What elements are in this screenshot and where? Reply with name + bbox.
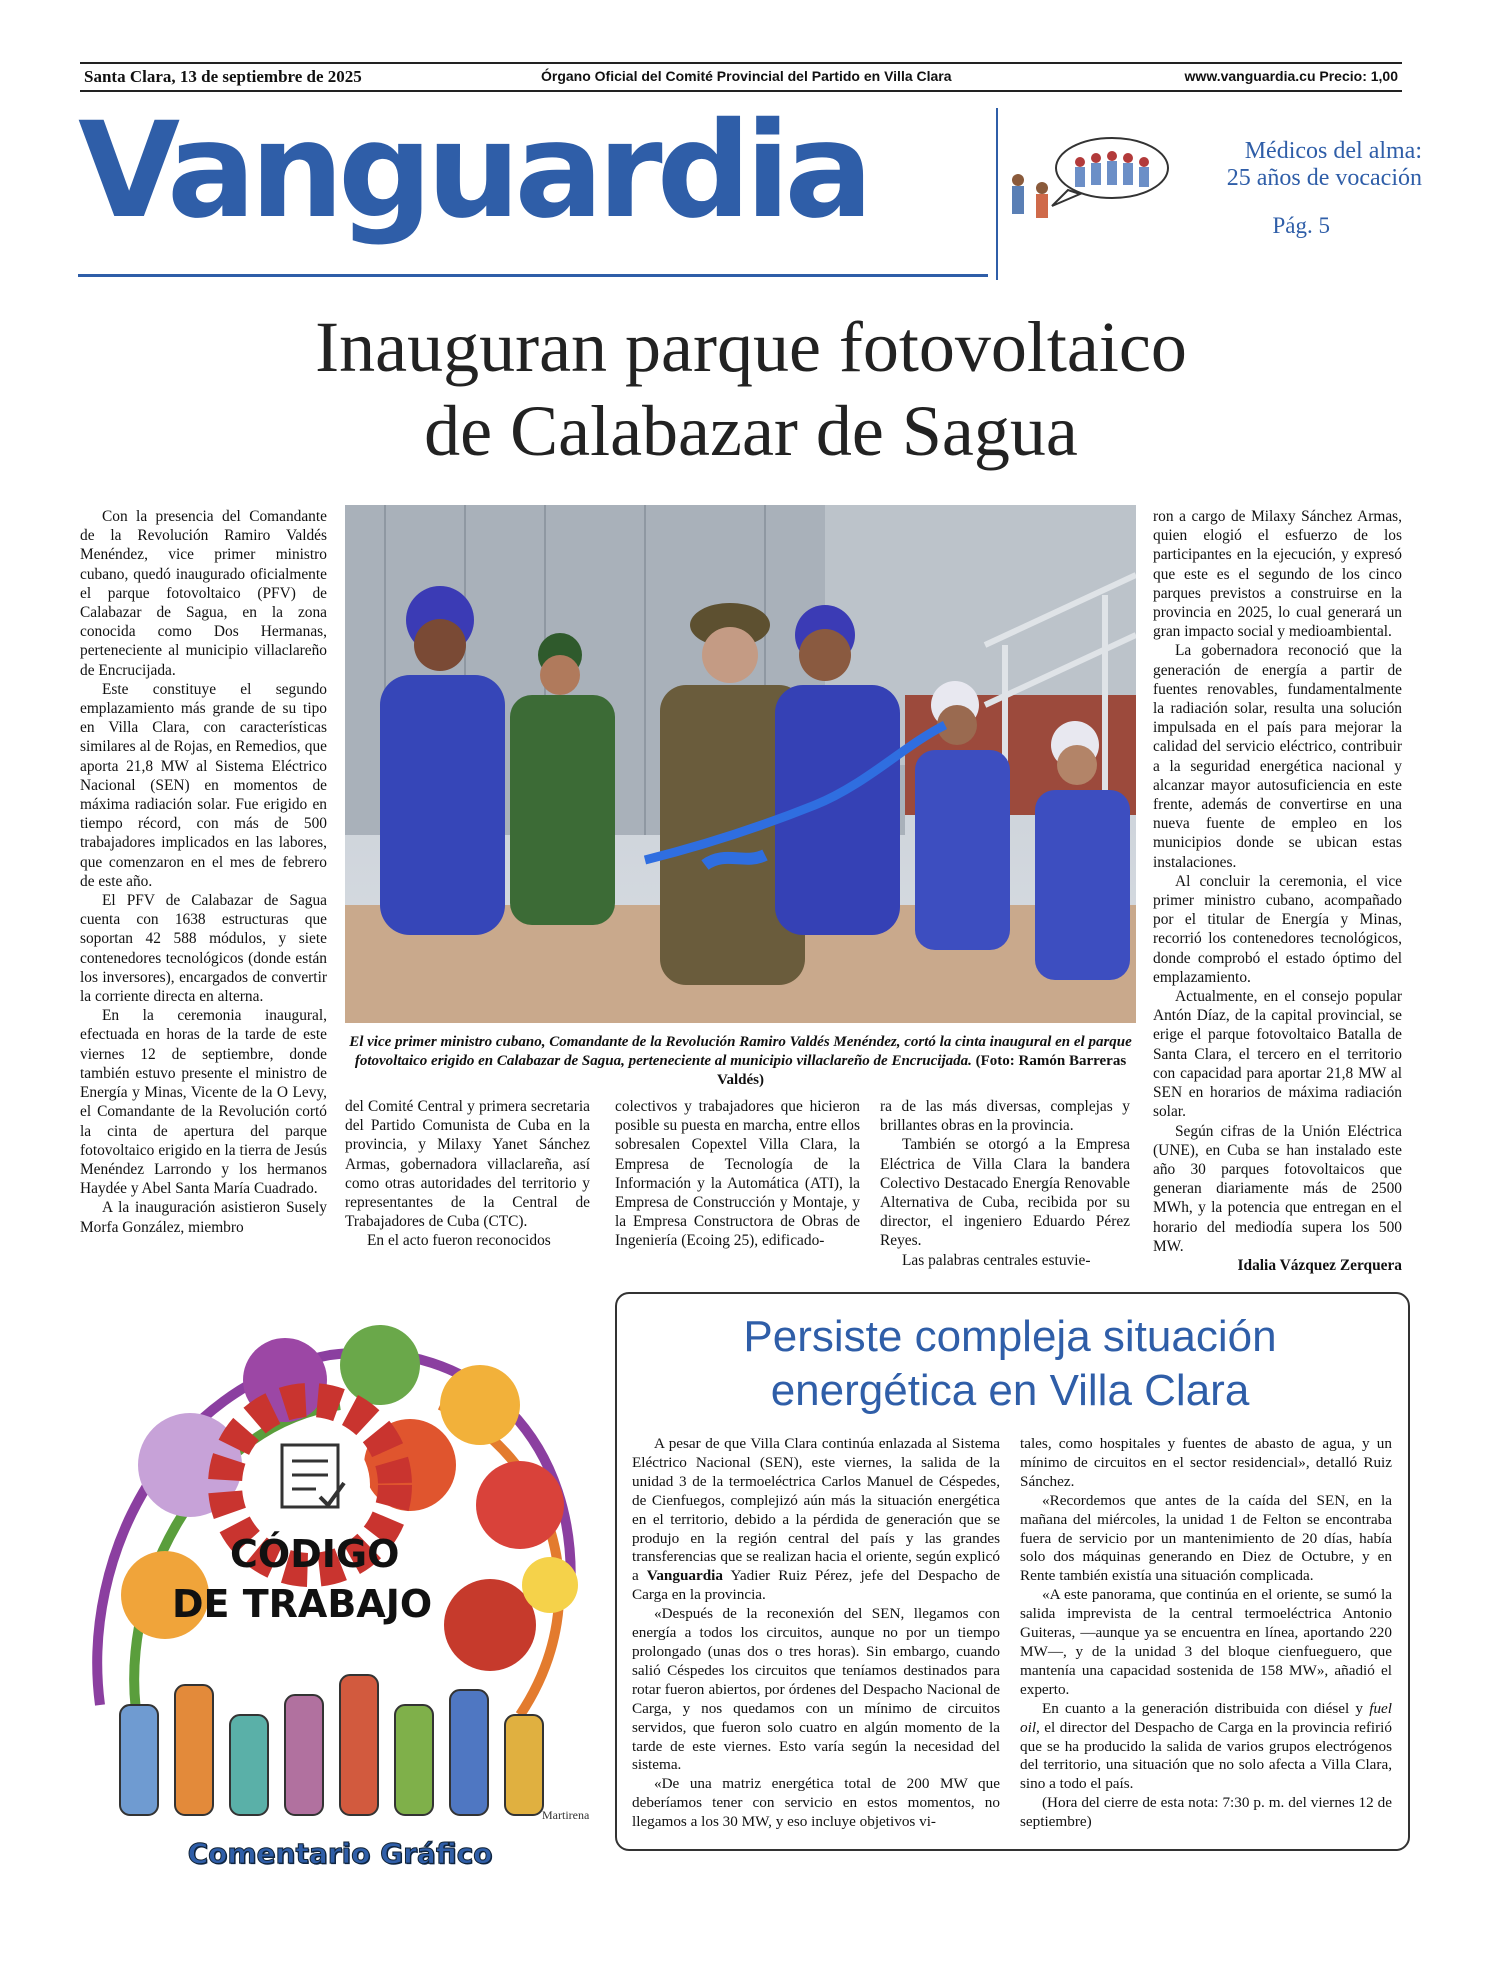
paragraph: En la ceremonia inaugural, efectuada en horas de la tarde de este viernes 12 de septiembre, donde también estuvo presente el ministro de Energía y Minas, Vicente de la O Levy, el Comandante de la Revolución cortó la cinta de apertura del parque fotovoltaico erigido en la tierra de Jesús Menéndez Larrondo y los hermanos Haydée y Abel Santa María Cuadrado. — [80, 1007, 327, 1198]
article1-column-4 — [880, 1097, 1130, 1270]
photo-caption — [345, 1033, 1136, 1090]
paragraph: La gobernadora reconoció que la generación de energía a partir de fuentes renovables, fundamentalmente la radiación solar, resulta una solución impulsada en el país para mejorar la calidad del servicio eléctrico, contribuir a la seguridad energética nacional y alcanzar mayor autosuficiencia en este frente, además de convertirse en una nueva fuente de empleo en los municipios donde se ubican estas instalaciones. — [1153, 642, 1402, 871]
paragraph: ron a cargo de Milaxy Sánchez Armas, quien elogió el esfuerzo de los participantes en la ejecución, y expresó que este es el segundo de los cinco parques previstos a construirse en la provincia en 2025, lo cual generará un gran impacto social y medioambiental. — [1153, 508, 1402, 641]
text-run: A pesar de que Villa Clara continúa enlazada al Sistema Eléctrico Nacional (SEN), este viernes, la salida de la unidad 3 de la termoeléctrica Carlos Manuel de Céspedes, de Cienfuegos, complejizó aún más la situación energética en el territorio, debido a la pérdida de generación que se produjo en la región central del país y las grandes transferencias que se realizan hacia el oriente, según explicó a — [632, 1435, 1000, 1585]
paragraph: Este constituye el segundo emplazamiento más grande de su tipo en Villa Clara, con características similares al de Rojas, en Remedios, que aporta 21,8 MW al Sistema Eléctrico Nacional (SEN) en momentos de máxima radiación solar. Fue erigido en tiempo récord, con más de 500 trabajadores implicados en las labores, que comenzaron en el mes de febrero de este año. — [80, 680, 327, 890]
codigo-de-trabajo-cartoon[interactable] — [80, 1295, 592, 1825]
cartoonist-signature: Martirena — [542, 1808, 590, 1822]
article1-column-2 — [345, 1097, 590, 1251]
article2-headline-line1: Persiste compleja situación — [743, 1312, 1277, 1361]
text-run: , el director del Despacho de Carga en la provincia refirió que se ha producido la salida de varios grupos electrógenos del territorio, una situación que no solo afecta a Villa Clara, sino a todo el país. — [1020, 1718, 1392, 1793]
text-run-italic: fuel oil — [1020, 1699, 1392, 1736]
paragraph: En el acto fueron reconocidos — [367, 1232, 551, 1250]
article1-column-1 — [80, 507, 327, 1237]
paragraph: Las palabras centrales estuvie- — [902, 1251, 1091, 1269]
promo-title[interactable] — [1160, 138, 1422, 192]
photo-caption-text: El vice primer ministro cubano, Comandante de la Revolución Ramiro Valdés Menéndez, cortó la cinta inaugural en el parque fotovoltaico erigido en Calabazar de Sagua, perteneciente al municipio villaclareño de Encrucijada. — [349, 1034, 1132, 1069]
paragraph: tales, como hospitales y fuentes de abasto de agua, y un mínimo de circuitos en el sector residencial», detalló Ruiz Sánchez. — [1020, 1435, 1392, 1490]
poster-text-line1: CÓDIGO — [230, 1532, 400, 1576]
newspaper-name: Vanguardia — [646, 1567, 723, 1585]
article1-byline: Idalia Vázquez Zerquera — [1237, 1256, 1402, 1274]
paragraph: El PFV de Calabazar de Sagua cuenta con 1638 estructuras que soportan 42 588 módulos, y siete contenedores tecnológicos (donde están los inversores), encargados de convertir la corriente directa en alterna. — [80, 892, 327, 1006]
paragraph: «Recordemos que antes de la caída del SEN, en la mañana del miércoles, la unidad 1 de Felton se encontraba fuera de servicio por un mantenimiento de 20 días, había solo dos máquinas generando en Diez de Octubre, y en Rente también existía una situación complicada. — [1020, 1491, 1392, 1585]
top-info-bar — [80, 62, 1402, 92]
article2-headline-line2: energética en Villa Clara — [770, 1366, 1250, 1415]
paragraph: Según cifras de la Unión Eléctrica (UNE), en Cuba se han instalado este año 30 parques fotovoltaicos que generan diariamente más de 2500 MWh, y la potencia que entregan en el horario del mediodía supera los 500 MW. — [1153, 1122, 1402, 1255]
comentario-grafico-label: Comentario Gráfico — [187, 1837, 493, 1870]
paragraph: (Hora del cierre de esta nota: 7:30 p. m. del viernes 12 de septiembre) — [1020, 1794, 1392, 1831]
main-headline-line2: de Calabazar de Sagua — [424, 391, 1078, 471]
paragraph: colectivos y trabajadores que hicieron posible su puesta en marcha, entre ellos sobresalen Copextel Villa Clara, la Empresa de Tecnología de la Información y la Automática (ATI), la Empresa de Construcción y Montaje, y la Empresa Constructora de Obras de Ingeniería (Ecoing 25), edificado- — [615, 1098, 860, 1250]
promo-title-line1: Médicos del alma: — [1244, 138, 1422, 164]
main-headline-line1: Inauguran parque fotovoltaico — [315, 307, 1187, 387]
promo-doctors-illustration[interactable] — [1000, 128, 1170, 228]
poster-text-line2: DE TRABAJO — [172, 1582, 433, 1626]
masthead-divider — [996, 108, 998, 280]
paragraph — [1020, 1700, 1392, 1795]
paragraph: del Comité Central y primera secretaria del Partido Comunista de Cuba en la provincia, y Milaxy Yanet Sánchez Armas, gobernadora villaclareña, así como otras autoridades del territorio y representantes de la Central de Trabajadores de Cuba (CTC). — [345, 1098, 590, 1231]
masthead-logo[interactable]: Vanguardia — [78, 94, 868, 248]
website-price[interactable]: www.vanguardia.cu Precio: 1,00 — [1184, 68, 1398, 84]
promo-page-ref[interactable]: Pág. 5 — [1272, 213, 1330, 238]
paragraph: También se otorgó a la Empresa Eléctrica de Villa Clara la bandera Colectivo Destacado Energía Renovable Alternativa de Cuba, recibida por su director, el ingeniero Eduardo Pérez Reyes. — [880, 1136, 1130, 1250]
paragraph: «A este panorama, que continúa en el oriente, se sumó la salida imprevista de la central termoeléctrica Antonio Guiteras, —aunque ya se encuentra en línea, aportando 220 MW—, y de la unidad 3 del bloque cienfueguero, que mantenía una capacidad sostenida de 158 MW», añadió el experto. — [1020, 1586, 1392, 1698]
paragraph — [632, 1435, 1000, 1605]
main-headline[interactable] — [120, 305, 1382, 473]
issue-date: Santa Clara, 13 de septiembre de 2025 — [84, 67, 362, 86]
article1-column-5 — [1153, 507, 1402, 1275]
paragraph: ra de las más diversas, complejas y brillantes obras en la provincia. — [880, 1098, 1130, 1135]
text-run: Yadier Ruiz Pérez, jefe del Despacho de Carga en la provincia. — [632, 1567, 1000, 1604]
promo-title-line2: 25 años de vocación — [1226, 165, 1422, 191]
article2-headline[interactable] — [630, 1310, 1390, 1418]
photo-credit: (Foto: Ramón Barreras Valdés) — [717, 1053, 1127, 1088]
ceremony-photo[interactable] — [345, 505, 1136, 1023]
text-run: En cuanto a la generación distribuida con diésel y — [1042, 1699, 1370, 1717]
article1-column-3 — [615, 1097, 860, 1251]
masthead-rule — [78, 274, 988, 277]
official-organ-line: Órgano Oficial del Comité Provincial del Partido en Villa Clara — [541, 68, 952, 84]
paragraph: «Después de la reconexión del SEN, llegamos con energía a todos los circuitos, aunque no por un tiempo prolongado (unas dos o tres horas). Sin embargo, cuando salió Céspedes los circuitos que teníamos destinados para rotar fueron abiertos, por órdenes del Despacho Nacional de Carga, y nos quedamos con un mínimo de circuitos servidos, que fueron solo cuatro en algún momento de la tarde de este viernes. Esto varía según la necesidad del sistema. — [632, 1605, 1000, 1774]
paragraph: Al concluir la ceremonia, el vice primer ministro cubano, acompañado por el titular de Energía y Minas, recorrió los contenedores tecnológicos, donde comprobó el estado óptimo del emplazamiento. — [1153, 872, 1402, 986]
paragraph: «De una matriz energética total de 200 MW que deberíamos tener con servicio en estos momentos, no llegamos a los 30 MW, y eso incluye objetivos vi- — [632, 1775, 1000, 1831]
paragraph: Con la presencia del Comandante de la Revolución Ramiro Valdés Menéndez, vice primer ministro cubano, quedó inaugurado oficialmente el parque fotovoltaico (PFV) de Calabazar de Sagua, en la zona conocida como Dos Hermanas, perteneciente al municipio villaclareño de Encrucijada. — [80, 508, 327, 679]
article2-column-2 — [1020, 1435, 1392, 1832]
paragraph: Actualmente, en el consejo popular Antón Díaz, de la capital provincial, se erige el parque fotovoltaico Batalla de Santa Clara, el tercero en el territorio con capacidad para aportar 21,8 MW al SEN en horarios de máxima radiación solar. — [1153, 988, 1402, 1121]
article2-column-1 — [632, 1435, 1000, 1832]
paragraph: A la inauguración asistieron Susely Morfa González, miembro — [80, 1199, 327, 1236]
